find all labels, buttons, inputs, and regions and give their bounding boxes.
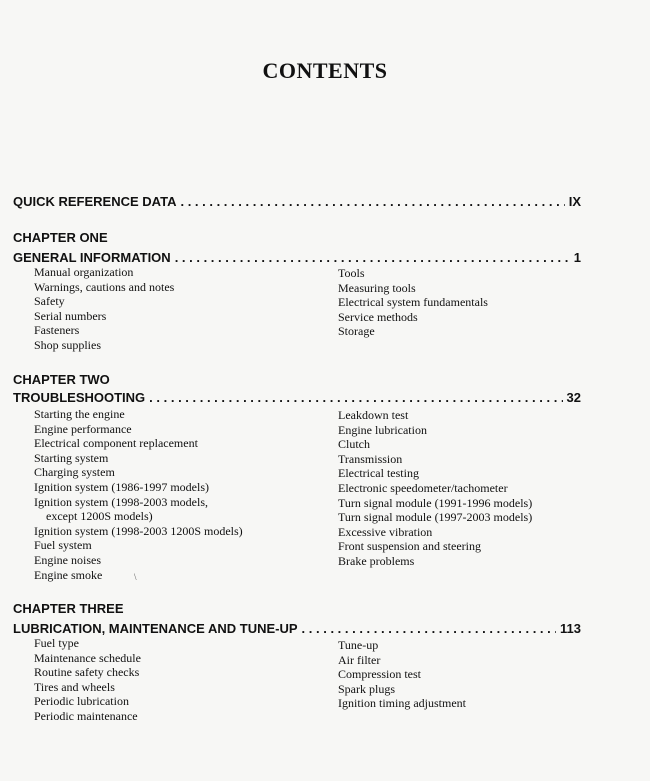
topic-item: Tires and wheels — [34, 679, 115, 694]
topic-item: Compression test — [338, 667, 421, 682]
topic-item: Maintenance schedule — [34, 650, 141, 665]
dot-leader — [175, 250, 570, 265]
topic-item: Ignition system (1998-2003 1200S models) — [34, 523, 243, 538]
topic-item: Fasteners — [34, 323, 80, 338]
topic-item: Serial numbers — [34, 308, 107, 323]
topic-item: Air filter — [338, 652, 381, 667]
topic-item: Routine safety checks — [34, 665, 140, 680]
entry-title: LUBRICATION, MAINTENANCE AND TUNE-UP — [13, 621, 298, 636]
topic-list-left — [34, 407, 243, 582]
topic-item: Turn signal module (1997-2003 models) — [338, 510, 533, 525]
topic-item: Storage — [338, 324, 375, 339]
topic-item: Electrical testing — [338, 466, 419, 481]
topic-item: Ignition system (1986-1997 models) — [34, 479, 209, 494]
toc-entry-chapter-three[interactable] — [13, 621, 581, 636]
topic-item: Fuel type — [34, 636, 79, 650]
topic-item: Excessive vibration — [338, 524, 433, 539]
topic-item: Fuel system — [34, 538, 92, 553]
topic-item: Measuring tools — [338, 280, 416, 295]
topic-item: Charging system — [34, 465, 115, 480]
entry-page-number: IX — [568, 194, 581, 209]
entry-title: GENERAL INFORMATION — [13, 250, 171, 265]
topic-item: Engine noises — [34, 552, 101, 567]
topic-item: Warnings, cautions and notes — [34, 279, 175, 294]
topic-item: Periodic lubrication — [34, 694, 129, 709]
toc-entry-chapter-two[interactable] — [13, 390, 581, 405]
topic-item: Electrical system fundamentals — [338, 295, 488, 310]
topic-item: Safety — [34, 294, 65, 309]
topic-item: Periodic maintenance — [34, 708, 138, 723]
topic-item: Electrical component replacement — [34, 436, 198, 451]
topic-item: Turn signal module (1991-1996 models) — [338, 495, 533, 510]
topic-item: Clutch — [338, 437, 370, 452]
dot-leader — [302, 621, 556, 636]
topic-item: Engine lubrication — [338, 422, 427, 437]
topic-item: Shop supplies — [34, 337, 102, 352]
topic-list-right — [338, 408, 532, 569]
topic-item: Starting system — [34, 450, 109, 465]
entry-page-number: 32 — [566, 390, 581, 405]
topic-list-right — [338, 266, 488, 339]
topic-item: Spark plugs — [338, 681, 395, 696]
topic-list-left — [34, 265, 174, 353]
chapter-number: CHAPTER TWO — [13, 372, 110, 387]
topic-list-left — [34, 636, 141, 724]
toc-entry-chapter-one[interactable] — [13, 250, 581, 265]
page-title: CONTENTS — [262, 58, 388, 83]
topic-item: Transmission — [338, 451, 403, 466]
chapter-number: CHAPTER THREE — [13, 601, 124, 616]
topic-item: Engine performance — [34, 421, 132, 436]
topic-item: Front suspension and steering — [338, 539, 481, 554]
entry-title: QUICK REFERENCE DATA — [13, 194, 177, 209]
toc-entry-quick-reference[interactable] — [13, 194, 581, 209]
topic-item: Tune-up — [338, 638, 379, 652]
entry-title: TROUBLESHOOTING — [13, 390, 146, 405]
topic-item: Engine smoke — [34, 567, 103, 582]
topic-item: Leakdown test — [338, 408, 409, 422]
topic-list-right — [338, 638, 466, 711]
topic-item: Ignition system (1998-2003 models, — [34, 494, 208, 509]
topic-item: Ignition timing adjustment — [338, 696, 466, 711]
topic-item: Service methods — [338, 309, 418, 324]
dot-leader — [149, 390, 562, 405]
entry-page-number: 113 — [560, 621, 581, 636]
topic-item: Starting the engine — [34, 407, 125, 421]
topic-item: Electronic speedometer/tachometer — [338, 480, 508, 495]
topic-item: Manual organization — [34, 265, 134, 279]
topic-item: Brake problems — [338, 553, 415, 568]
stray-pen-mark: \ — [134, 572, 137, 582]
topic-item: except 1200S models) — [46, 509, 153, 524]
chapter-number: CHAPTER ONE — [13, 230, 108, 245]
dot-leader — [180, 194, 564, 209]
entry-page-number: 1 — [573, 250, 581, 265]
topic-item: Tools — [338, 266, 365, 280]
